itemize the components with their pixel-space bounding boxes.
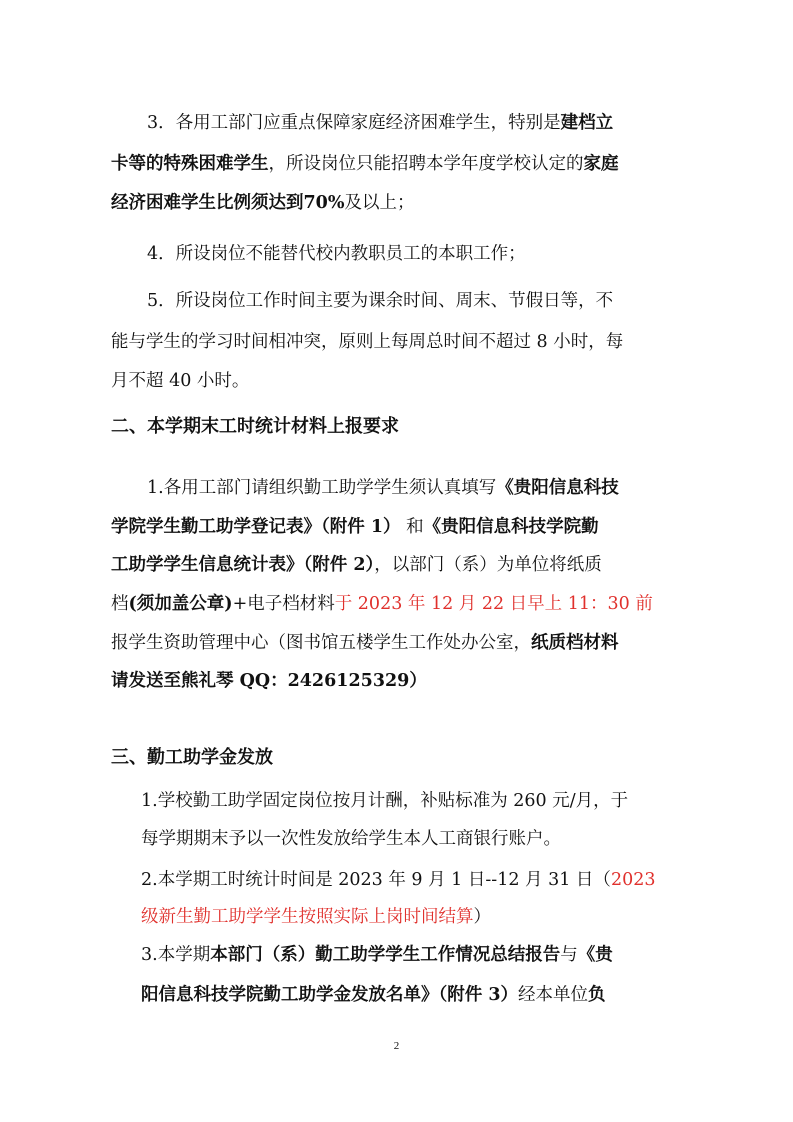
s1-p3-text: 3．各用工部门应重点保障家庭经济困难学生，特别是 [147, 113, 561, 133]
s3-p2-line2 [141, 905, 491, 929]
s1-p3-bold: 建档立 [560, 113, 614, 133]
s3-p2-text: ） [473, 907, 491, 927]
s1-p5-line2: 能与学生的学习时间相冲突，原则上每周总时间不超过 8 小时，每 [111, 332, 624, 352]
s2-p1-bold: 学院学生勤工助学登记表》（附件 1） [111, 517, 401, 537]
s1-p3-text: ，所设岗位只能招聘本学年度学校认定的 [268, 154, 584, 174]
s3-p2-line1 [141, 868, 655, 892]
s2-p1-line6: 请发送至熊礼琴 QQ：2426125329） [111, 671, 427, 691]
s2-p1-line4 [111, 592, 653, 616]
s1-p3-bold: 家庭 [583, 154, 619, 174]
s2-p1-bold: 《贵阳信息科技学院勤 [423, 517, 599, 537]
s2-p1-text: 和 [400, 517, 424, 537]
s2-p1-bold: (须加盖公章) [128, 594, 233, 614]
s2-p1-line3 [111, 553, 602, 577]
s2-p1-line2 [111, 515, 599, 539]
page-number: 2 [393, 1040, 400, 1052]
s2-deadline-text: 于 2023 年 12 月 22 日早上 11：30 前 [334, 594, 653, 614]
s3-p2-red: 2023 [610, 870, 656, 890]
s3-p3-text: 与 [560, 945, 578, 965]
s1-p3-text: 及以上； [344, 193, 415, 213]
s3-p3-bold: 负 [588, 985, 606, 1005]
s2-p1-line1 [147, 476, 619, 500]
s3-p3-bold: 《贵 [577, 945, 613, 965]
s1-p4: 4．所设岗位不能替代校内教职员工的本职工作； [147, 244, 526, 264]
s3-p3-bold: 阳信息科技学院勤工助学金发放名单》（附件 3） [141, 985, 519, 1005]
s3-p3-text: 经本单位 [518, 985, 589, 1005]
s3-p2-text: 2.本学期工时统计时间是 2023 年 9 月 1 日--12 月 31 日（ [141, 870, 611, 890]
s1-p3-line1 [147, 111, 613, 135]
s3-p1-line1: 1.学校勤工助学固定岗位按月计酬，补贴标准为 260 元/月，于 [141, 791, 629, 811]
s2-p1-text: 1.各用工部门请组织勤工助学学生须认真填写 [147, 478, 497, 498]
s3-p3-line1 [141, 943, 613, 967]
s3-p2-red: 级新生勤工助学学生按照实际上岗时间结算 [141, 907, 474, 927]
s1-p3-bold: 经济困难学生比例须达到70% [111, 193, 345, 213]
s1-p5-line1: 5．所设岗位工作时间主要为课余时间、周末、节假日等，不 [147, 291, 614, 311]
s3-p3-text: 3.本学期 [141, 945, 211, 965]
s2-p1-bold: 纸质档材料 [531, 633, 619, 653]
section-heading-2: 二、本学期末工时统计材料上报要求 [111, 416, 399, 437]
s1-p3-line3 [111, 191, 414, 215]
s2-p1-text: 报学生资助管理中心（图书馆五楼学生工作处办公室， [111, 633, 531, 653]
s1-p3-bold: 卡等的特殊困难学生 [111, 154, 269, 174]
s1-p3-line2 [111, 152, 619, 176]
s2-p1-bold: 工助学学生信息统计表》（附件 2） [111, 555, 375, 575]
s2-p1-bold: 《贵阳信息科技 [496, 478, 619, 498]
s3-p3-bold: 本部门（系）勤工助学学生工作情况总结报告 [210, 945, 561, 965]
s2-p1-line5 [111, 631, 619, 655]
s1-p5-line3: 月不超 40 小时。 [111, 371, 250, 391]
s2-p1-text: ，以部门（系）为单位将纸质 [374, 555, 602, 575]
s2-p1-text: 档 [111, 594, 129, 614]
s3-p3-line2 [141, 983, 606, 1007]
section-heading-3: 三、勤工助学金发放 [111, 747, 273, 768]
s2-p1-text: +电子档材料 [232, 594, 335, 614]
s3-p1-line2: 每学期期末予以一次性发放给学生本人工商银行账户。 [141, 829, 561, 849]
